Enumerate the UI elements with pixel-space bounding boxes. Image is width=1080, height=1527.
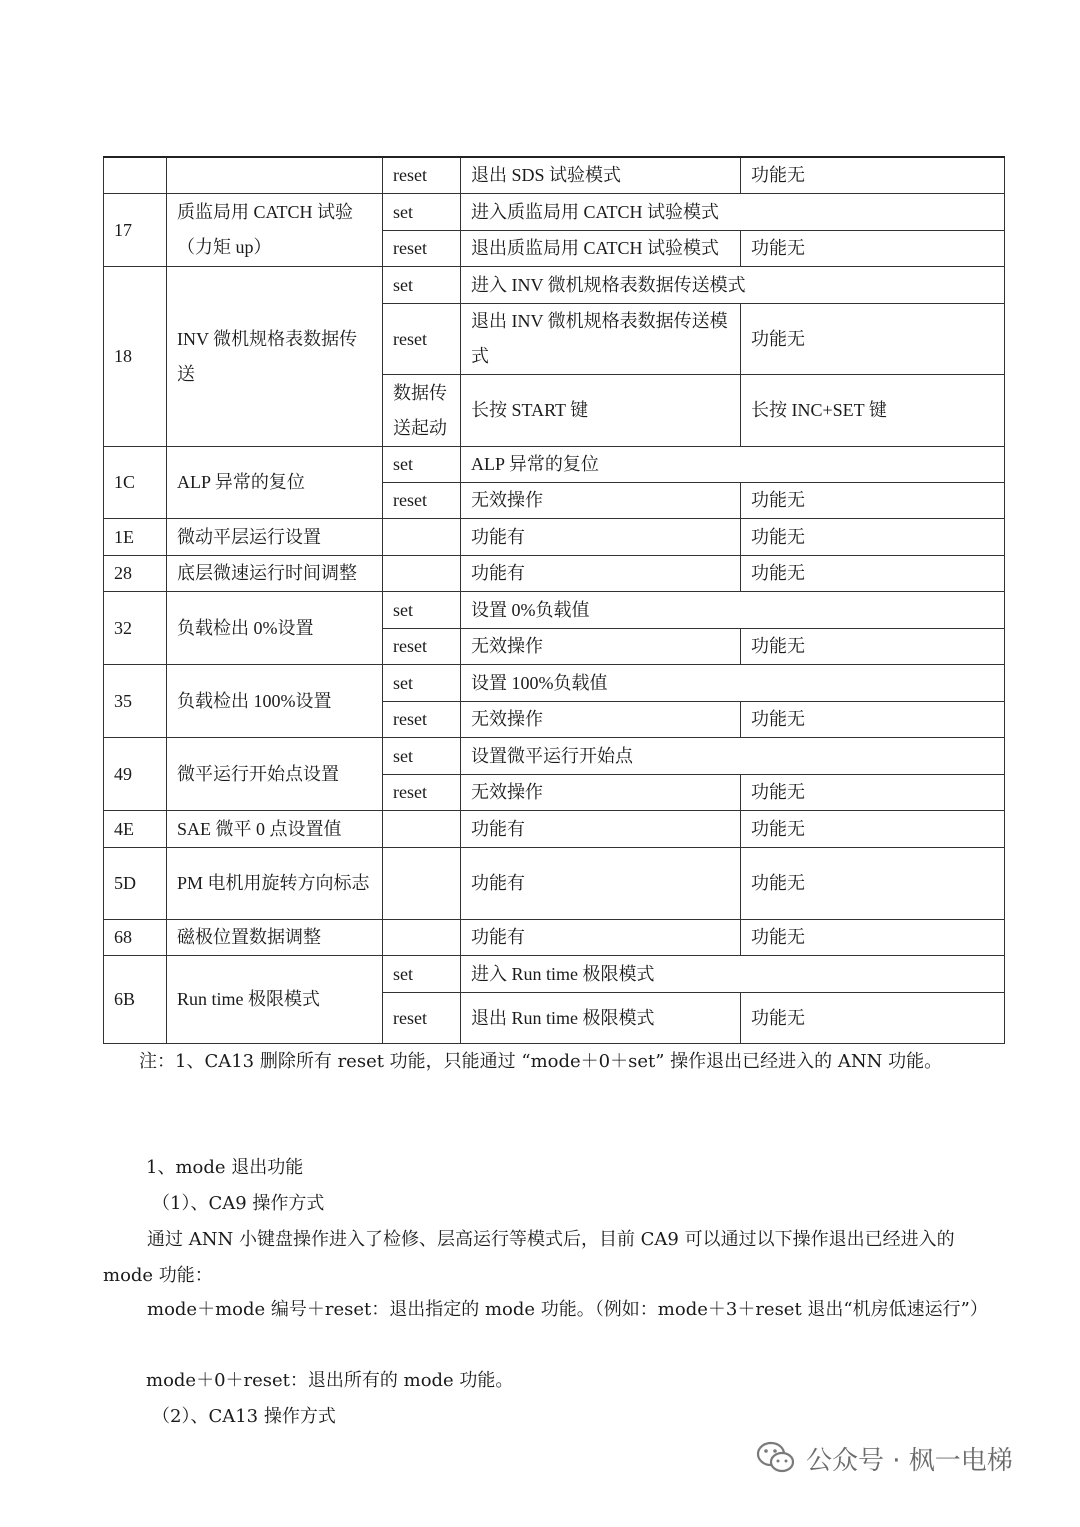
cell-key: set <box>383 267 461 304</box>
cell-action: 设置 0%负载值 <box>461 592 1005 629</box>
cell-code: 18 <box>104 267 167 447</box>
cell-result: 功能无 <box>741 556 1005 592</box>
cell-result: 功能无 <box>741 304 1005 375</box>
cell-name: 负载检出 100%设置 <box>167 665 383 738</box>
table-row <box>104 519 1005 556</box>
cell-name: 负载检出 0%设置 <box>167 592 383 665</box>
cell-key: reset <box>383 231 461 267</box>
cell-action: 功能有 <box>461 556 741 592</box>
cell-result: 功能无 <box>741 519 1005 556</box>
table-row <box>104 447 1005 483</box>
cell-action: 功能有 <box>461 920 741 956</box>
cell-result: 功能无 <box>741 483 1005 519</box>
subsection-heading: （1）、CA9 操作方式 <box>152 1193 325 1214</box>
cell-code: 6B <box>104 956 167 1044</box>
cell-action: 退出质监局用 CATCH 试验模式 <box>461 231 741 267</box>
wechat-icon <box>756 1440 796 1476</box>
body-paragraph: 通过 ANN 小键盘操作进入了检修、层高运行等模式后，目前 CA9 可以通过以下操作退出已经进入的 mode 功能： <box>103 1229 955 1286</box>
table-row <box>104 665 1005 702</box>
cell-action: 功能有 <box>461 848 741 920</box>
cell-result: 功能无 <box>741 993 1005 1044</box>
cell-key: reset <box>383 629 461 665</box>
table-row <box>104 956 1005 993</box>
cell-code: 1E <box>104 519 167 556</box>
cell-key: set <box>383 194 461 231</box>
cell-key: reset <box>383 775 461 811</box>
cell-key: reset <box>383 304 461 375</box>
table-row <box>104 267 1005 304</box>
cell-action: ALP 异常的复位 <box>461 447 1005 483</box>
table-row <box>104 556 1005 592</box>
cell-name: INV 微机规格表数据传送 <box>167 267 383 447</box>
cell-code: 4E <box>104 811 167 848</box>
cell-code: 1C <box>104 447 167 519</box>
cell-action: 进入质监局用 CATCH 试验模式 <box>461 194 1005 231</box>
cell-action: 进入 Run time 极限模式 <box>461 956 1005 993</box>
cell-code: 49 <box>104 738 167 811</box>
cell-key: set <box>383 738 461 775</box>
cell-result: 功能无 <box>741 157 1005 194</box>
cell-name: 底层微速运行时间调整 <box>167 556 383 592</box>
cell-key <box>383 519 461 556</box>
ann-function-table <box>103 156 1005 1044</box>
cell-result: 长按 INC+SET 键 <box>741 375 1005 447</box>
cell-code <box>104 157 167 194</box>
cell-result: 功能无 <box>741 848 1005 920</box>
cell-code: 17 <box>104 194 167 267</box>
cell-action: 功能有 <box>461 811 741 848</box>
cell-result: 功能无 <box>741 920 1005 956</box>
cell-key: set <box>383 956 461 993</box>
cell-action: 无效操作 <box>461 775 741 811</box>
cell-key <box>383 920 461 956</box>
cell-result: 功能无 <box>741 811 1005 848</box>
cell-key <box>383 848 461 920</box>
table-row <box>104 592 1005 629</box>
cell-name: ALP 异常的复位 <box>167 447 383 519</box>
cell-name: PM 电机用旋转方向标志 <box>167 848 383 920</box>
cell-name: 微动平层运行设置 <box>167 519 383 556</box>
body-paragraph: mode＋0＋reset：退出所有的 mode 功能。 <box>146 1370 514 1391</box>
watermark <box>756 1436 1013 1480</box>
cell-name: 微平运行开始点设置 <box>167 738 383 811</box>
body-paragraph: mode＋mode 编号＋reset：退出指定的 mode 功能。（例如：mode＋3＋reset 退出“机房低速运行”） <box>147 1299 988 1320</box>
cell-key: reset <box>383 993 461 1044</box>
cell-code: 5D <box>104 848 167 920</box>
cell-key: set <box>383 447 461 483</box>
cell-key: reset <box>383 702 461 738</box>
section-heading: 1、mode 退出功能 <box>146 1157 304 1178</box>
cell-key: reset <box>383 483 461 519</box>
cell-action: 无效操作 <box>461 629 741 665</box>
cell-action: 无效操作 <box>461 702 741 738</box>
cell-action: 长按 START 键 <box>461 375 741 447</box>
cell-key: set <box>383 592 461 629</box>
table-row <box>104 738 1005 775</box>
subsection-heading: （2）、CA13 操作方式 <box>152 1406 336 1427</box>
cell-action: 设置 100%负载值 <box>461 665 1005 702</box>
cell-action: 进入 INV 微机规格表数据传送模式 <box>461 267 1005 304</box>
cell-action: 无效操作 <box>461 483 741 519</box>
note-paragraph: 注：1、CA13 删除所有 reset 功能，只能通过 “mode＋0＋set” 操作退出已经进入的 ANN 功能。 <box>139 1051 943 1072</box>
cell-result: 功能无 <box>741 702 1005 738</box>
table-row <box>104 157 1005 194</box>
table-row <box>104 848 1005 920</box>
cell-code: 68 <box>104 920 167 956</box>
table-row <box>104 811 1005 848</box>
table-row <box>104 194 1005 231</box>
cell-key: 数据传送起动 <box>383 375 461 447</box>
cell-action: 设置微平运行开始点 <box>461 738 1005 775</box>
cell-name: SAE 微平 0 点设置值 <box>167 811 383 848</box>
cell-action: 退出 Run time 极限模式 <box>461 993 741 1044</box>
cell-key <box>383 811 461 848</box>
cell-name: 质监局用 CATCH 试验（力矩 up） <box>167 194 383 267</box>
cell-action: 功能有 <box>461 519 741 556</box>
cell-name <box>167 157 383 194</box>
cell-key: set <box>383 665 461 702</box>
cell-name: 磁极位置数据调整 <box>167 920 383 956</box>
cell-name: Run time 极限模式 <box>167 956 383 1044</box>
cell-action: 退出 INV 微机规格表数据传送模式 <box>461 304 741 375</box>
cell-key: reset <box>383 157 461 194</box>
cell-result: 功能无 <box>741 775 1005 811</box>
cell-result: 功能无 <box>741 629 1005 665</box>
cell-code: 32 <box>104 592 167 665</box>
cell-code: 35 <box>104 665 167 738</box>
cell-code: 28 <box>104 556 167 592</box>
table-row <box>104 920 1005 956</box>
watermark-text: 公众号 · 枫一电梯 <box>806 1445 1013 1476</box>
cell-result: 功能无 <box>741 231 1005 267</box>
cell-action: 退出 SDS 试验模式 <box>461 157 741 194</box>
cell-key <box>383 556 461 592</box>
